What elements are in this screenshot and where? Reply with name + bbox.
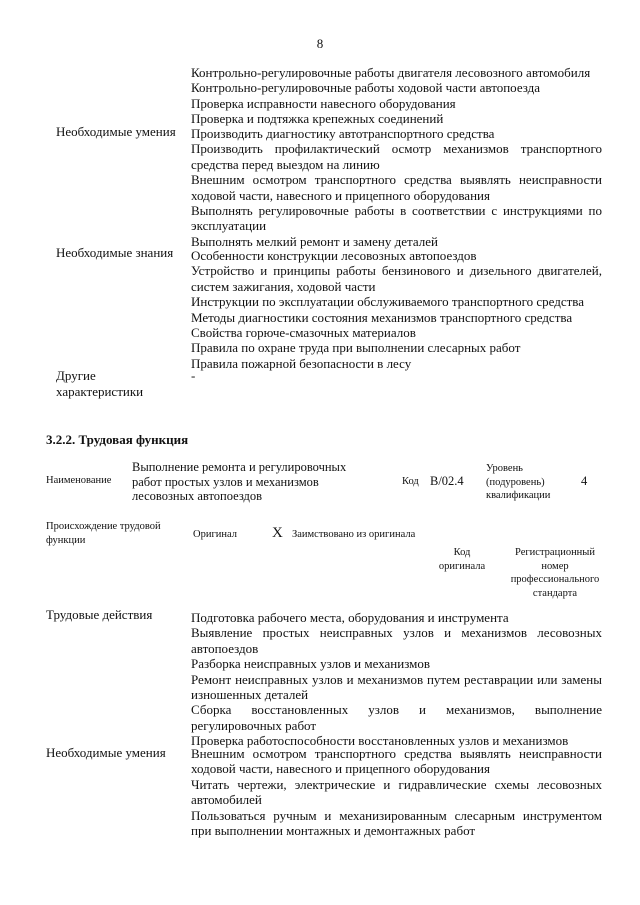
knowledge-item: Правила по охране труда при выполнении слесарных работ [191, 340, 521, 356]
qualification-level-label: Уровень (подуровень) квалификации [486, 463, 551, 501]
knowledge-item: Правила пожарной безопасности в лесу [191, 355, 412, 371]
skills-list [191, 126, 602, 249]
other-characteristics-label: Другие характеристики [56, 368, 144, 399]
code-value: В/02.4 [430, 474, 464, 488]
skills-label-2: Необходимые умения [46, 745, 166, 760]
name-label: Наименование [46, 475, 112, 486]
skill-item: Пользоваться ручным и механизированным слесарным инструментом при выполнении монтажных и демонтажных работ [191, 807, 602, 839]
skill-item: Читать чертежи, электрические и гидравлические схемы лесовозных автомобилей [191, 776, 602, 808]
labor-action-item: Проверка работоспособности восстановленных узлов и механизмов [191, 733, 569, 749]
qualification-level-value: 4 [581, 474, 588, 488]
page-number: 8 [316, 36, 324, 51]
skills-list-2 [191, 746, 602, 838]
labor-action-item: Разборка неисправных узлов и механизмов [191, 656, 431, 672]
original-label: Оригинал [193, 529, 237, 540]
skills-label: Необходимые умения [56, 124, 176, 139]
labor-action-item: Подготовка рабочего места, оборудования и инструмента [191, 610, 509, 625]
section-heading: 3.2.2. Трудовая функция [46, 432, 189, 447]
skill-item: Производить профилактический осмотр механизмов транспортного средства перед выездом на линию [191, 141, 602, 172]
knowledge-item: Свойства горюче-смазочных материалов [191, 325, 416, 341]
function-name: Выполнение ремонта и регулировочных работ простых узлов и механизмов лесовозных автопоездов [132, 460, 347, 504]
labor-action-item: Сборка восстановленных узлов и механизмов, выполнение регулировочных работ [191, 702, 602, 733]
knowledge-item: Методы диагностики состояния механизмов транспортного средства [191, 309, 573, 325]
labor-action-item: Проверка и подтяжка крепежных соединений [191, 111, 444, 127]
code-label: Код [402, 476, 419, 487]
skill-item: Внешним осмотром транспортного средства выявлять неисправности ходовой части, навесного и прицепного оборудования [191, 172, 602, 203]
labor-actions-label: Трудовые действия [46, 607, 153, 622]
labor-action-item: Контрольно-регулировочные работы двигателя лесовозного автомобиля [191, 65, 591, 80]
original-mark: X [272, 525, 283, 541]
labor-actions-continued-list [191, 65, 602, 127]
labor-action-item: Контрольно-регулировочные работы ходовой части автопоезда [191, 80, 541, 96]
origin-label: Происхождение трудовой функции [46, 521, 161, 546]
labor-action-item: Проверка исправности навесного оборудования [191, 95, 456, 111]
skill-item: Внешним осмотром транспортного средства выявлять неисправности ходовой части, навесного и прицепного оборудования [191, 746, 602, 777]
knowledge-item: Особенности конструкции лесовозных автопоездов [191, 248, 477, 263]
knowledge-item: Инструкции по эксплуатации обслуживаемого транспортного средства [191, 294, 585, 310]
knowledge-list [191, 248, 602, 371]
labor-action-item: Ремонт неисправных узлов и механизмов путем реставрации или замены изношенных деталей [191, 671, 602, 703]
skill-item: Выполнять мелкий ремонт и замену деталей [191, 233, 438, 249]
borrowed-label: Заимствовано из оригинала [292, 529, 416, 540]
labor-actions-list [191, 610, 602, 749]
skill-item: Выполнять регулировочные работы в соответствии с инструкциями по эксплуатации [191, 203, 602, 234]
other-characteristics-value: - [191, 368, 196, 383]
registration-number-label: Регистрационный номер профессионального стандарта [510, 547, 600, 599]
knowledge-item: Устройство и принципы работы бензинового и дизельного двигателей, систем зажигания, ходовой части [191, 263, 602, 294]
origin-code-label: Код оригинала [438, 547, 486, 572]
labor-action-item: Выявление простых неисправных узлов и механизмов лесовозных автопоездов [191, 625, 602, 656]
knowledge-label: Необходимые знания [56, 245, 174, 260]
skill-item: Производить диагностику автотранспортного средства [191, 126, 495, 141]
